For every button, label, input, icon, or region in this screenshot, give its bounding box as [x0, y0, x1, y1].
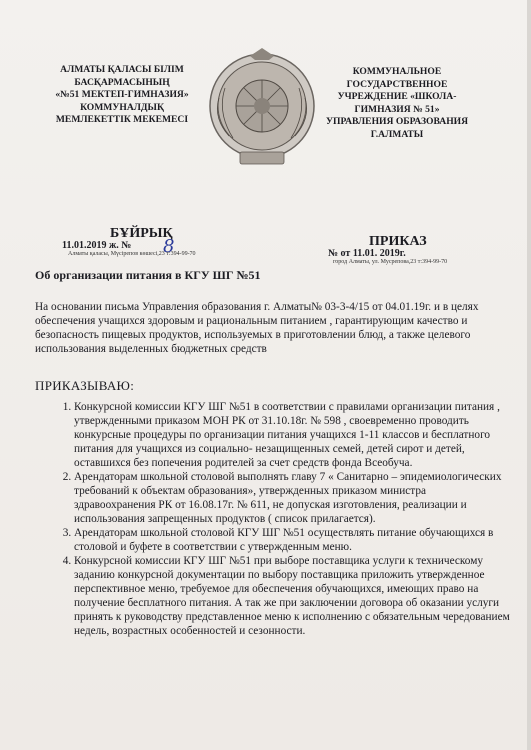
header-line: ГОСУДАРСТВЕННОЕ	[346, 78, 448, 90]
header-line: ГИМНАЗИЯ № 51»	[354, 103, 440, 115]
kazakhstan-state-emblem-icon	[205, 48, 320, 170]
header-line: МЕМЛЕКЕТТІК МЕКЕМЕСІ	[55, 114, 189, 126]
list-item: 4. Конкурсной комиссии КГУ ШГ №51 при выборе поставщика услуги к техническому заданию конкурсной документации по выбору поставщика приложить утвержденное перспективное меню, требуемое для обеспечения обучающихся, имеющих право на получение бесплатного питания. А так же при заключении договора об оказании услуги принять к руководству представленное меню к исполнению с обязательным чередованием недель, возрастных особенностей и сезонности.	[74, 554, 510, 638]
header-line: УЧРЕЖДЕНИЕ «ШКОЛА-	[337, 91, 457, 103]
order-date-kazakh: 11.01.2019 ж. №	[62, 240, 132, 251]
order-date-russian: № от 11.01. 2019г.	[328, 248, 406, 259]
list-item: 3. Арендаторам школьной столовой КГУ ШГ №51 осуществлять питание обучающихся в столовой и буфете в соответствии с утвержденным меню.	[74, 526, 510, 554]
intro-paragraph: На основании письма Управления образования г. Алматы№ 03-3-4/15 от 04.01.19г. и в целях обеспечения учащихся здоровым и рациональным питанием , гарантирующим качество и безопасность пищевых продуктов, используемых в приготовлении блюд, а также целевого использования выделенных бюджетных средств	[35, 301, 479, 355]
page-edge-shadow	[527, 0, 531, 750]
header-russian-name	[318, 66, 476, 142]
header-line: «№51 МЕКТЕП-ГИМНАЗИЯ»	[55, 89, 189, 101]
list-item: 2. Арендаторам школьной столовой выполнять главу 7 « Санитарно – эпидемиологических требований к объектам образования», утвержденных приказом министра здравоохранения РК от 16.08.17г. № 611, не допуская изготовления, реализации и использования запрещенных продуктов ( список прилагается).	[74, 470, 510, 526]
header-line: КОММУНАЛЬНОЕ	[352, 66, 442, 77]
address-kazakh: Алматы қаласы, Мүсірепов көшесі,23 т:394-99-70	[68, 251, 196, 257]
header-kazakh-name	[48, 64, 196, 127]
order-title-kazakh: БҰЙРЫҚ	[110, 226, 173, 241]
document-title: Об организации питания в КГУ ШГ №51	[35, 268, 261, 282]
order-title-russian: ПРИКАЗ	[369, 234, 427, 249]
address-russian: город Алматы, ул. Мусрепова,23 т:394-99-70	[333, 259, 448, 265]
handwritten-order-number: 8	[163, 236, 175, 257]
header-line: БАСҚАРМАСЫНЫҢ	[74, 76, 170, 88]
header-line: Г.АЛМАТЫ	[370, 128, 424, 140]
list-item: 1. Конкурсной комиссии КГУ ШГ №51 в соответствии с правилами организации питания , утвержденными приказом МОН РК от 31.10.18г. № 598 , своевременно проводить конкурсные процедуры по организации питания учащихся 1-11 классов и бесплатного питания для учащихся из социально- незащищенных семей, детей сирот и детей, оставшихся без попечения родителей за счет средств фонда Всеобуча.	[74, 400, 510, 470]
header-line: КОММУНАЛДЫҚ	[80, 101, 164, 113]
order-items-list	[52, 400, 510, 638]
header-line: АЛМАТЫ ҚАЛАСЫ БІЛІМ	[60, 64, 184, 75]
header-line: УПРАВЛЕНИЯ ОБРАЗОВАНИЯ	[325, 116, 469, 128]
directive-heading: ПРИКАЗЫВАЮ:	[35, 378, 135, 393]
